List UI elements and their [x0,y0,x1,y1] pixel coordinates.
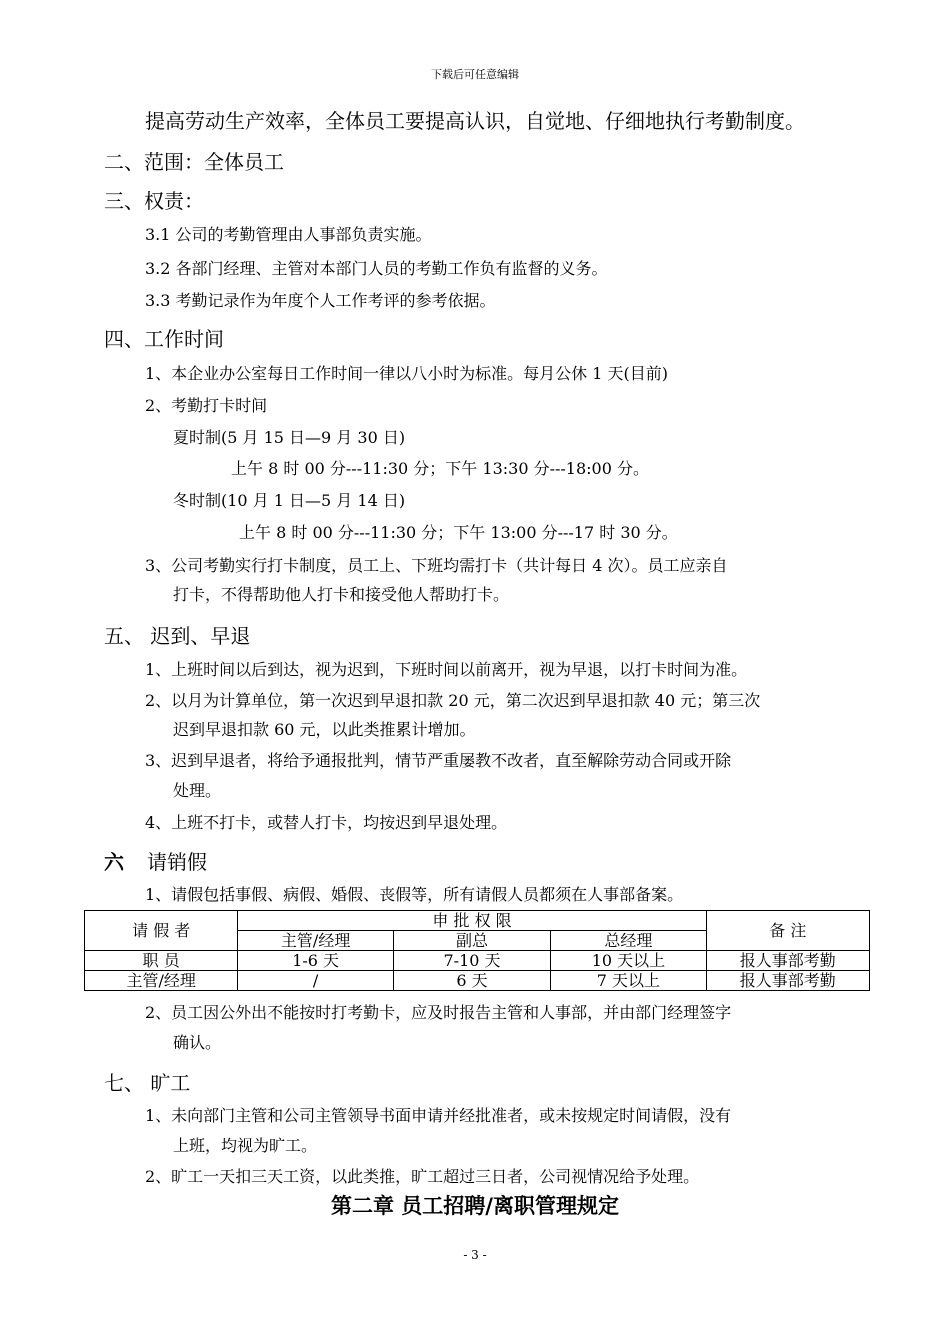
winter-schedule: 冬时制(10 月 1 日—5 月 14 日) [173,491,406,510]
row-who: 职 员 [85,951,238,971]
item-5-3-line1: 3、迟到早退者，将给予通报批判，情节严重屡教不改者，直至解除劳动合同或开除 [145,751,732,770]
chapter-title: 第二章 员工招聘/离职管理规定 [331,1193,619,1218]
table-row [85,971,870,991]
row-who: 主管/经理 [85,971,238,991]
item-5-2-line2: 迟到早退扣款 60 元，以此类推累计增加。 [173,720,476,739]
row-note: 报人事部考勤 [706,951,869,971]
item-4-3-line1: 3、公司考勤实行打卡制度，员工上、下班均需打卡（共计每日 4 次）。员工应亲自 [145,556,728,575]
item-5-4: 4、上班不打卡，或替人打卡，均按迟到早退处理。 [145,813,508,832]
winter-hours: 上午 8 时 00 分---11:30 分；下午 13:00 分---17 时 30 分。 [239,523,678,542]
item-4-3-line2: 打卡，不得帮助他人打卡和接受他人帮助打卡。 [173,585,510,604]
item-5-1: 1、上班时间以后到达，视为迟到，下班时间以前离开，视为早退，以打卡时间为准。 [145,660,748,679]
section-absence: 七、 旷工 [104,1071,191,1095]
item-7-1-line2: 上班，均视为旷工。 [173,1136,318,1155]
section-leave-title: 请销假 [147,850,207,874]
table-row [85,951,870,971]
item-6-2-line2: 确认。 [173,1033,222,1052]
row-vice: 6 天 [393,971,550,991]
sub-manager: 主管/经理 [238,931,393,951]
row-gm: 10 天以上 [551,951,706,971]
section-responsibility: 三、权责： [104,189,204,213]
row-manager: 1-6 天 [238,951,393,971]
row-note: 报人事部考勤 [706,971,869,991]
row-gm: 7 天以上 [551,971,706,991]
item-3-1: 3.1 公司的考勤管理由人事部负责实施。 [145,225,432,244]
row-manager: / [238,971,393,991]
section-late-early: 五、 迟到、早退 [104,624,251,648]
summer-schedule: 夏时制(5 月 15 日—9 月 30 日) [173,428,406,447]
item-7-1-line1: 1、未向部门主管和公司主管领导书面申请并经批准者，或未按规定时间请假，没有 [145,1106,732,1125]
item-7-2: 2、旷工一天扣三天工资，以此类推，旷工超过三日者，公司视情况给予处理。 [145,1167,700,1186]
intro-line: 提高劳动生产效率，全体员工要提高认识，自觉地、仔细地执行考勤制度。 [145,109,805,133]
sub-vice: 副总 [393,931,550,951]
page-number: - 3 - [463,1248,487,1262]
item-5-2-line1: 2、以月为计算单位，第一次迟到早退扣款 20 元，第二次迟到早退扣款 40 元；第三次 [145,691,761,710]
item-3-2: 3.2 各部门经理、主管对本部门人员的考勤工作负有监督的义务。 [145,259,608,278]
item-4-2: 2、考勤打卡时间 [145,396,268,415]
section-leave-number: 六 [104,850,124,874]
item-6-1: 1、请假包括事假、病假、婚假、丧假等，所有请假人员都须在人事部备案。 [145,885,684,904]
row-vice: 7-10 天 [393,951,550,971]
item-3-3: 3.3 考勤记录作为年度个人工作考评的参考依据。 [145,291,496,310]
item-5-3-line2: 处理。 [173,781,222,800]
sub-gm: 总经理 [551,931,706,951]
leave-approval-table [84,910,870,991]
col-authority: 申 批 权 限 [238,911,706,931]
item-6-2-line1: 2、员工因公外出不能按时打考勤卡，应及时报告主管和人事部，并由部门经理签字 [145,1003,732,1022]
section-scope: 二、范围：全体员工 [104,150,284,174]
col-note: 备 注 [706,911,869,951]
summer-hours: 上午 8 时 00 分---11:30 分；下午 13:30 分---18:00 分。 [231,459,649,478]
section-work-time: 四、工作时间 [104,327,224,351]
page-header: 下载后可任意编辑 [431,68,519,81]
col-applicant: 请 假 者 [85,911,238,951]
item-4-1: 1、本企业办公室每日工作时间一律以八小时为标准。每月公休 1 天(目前) [145,364,669,383]
